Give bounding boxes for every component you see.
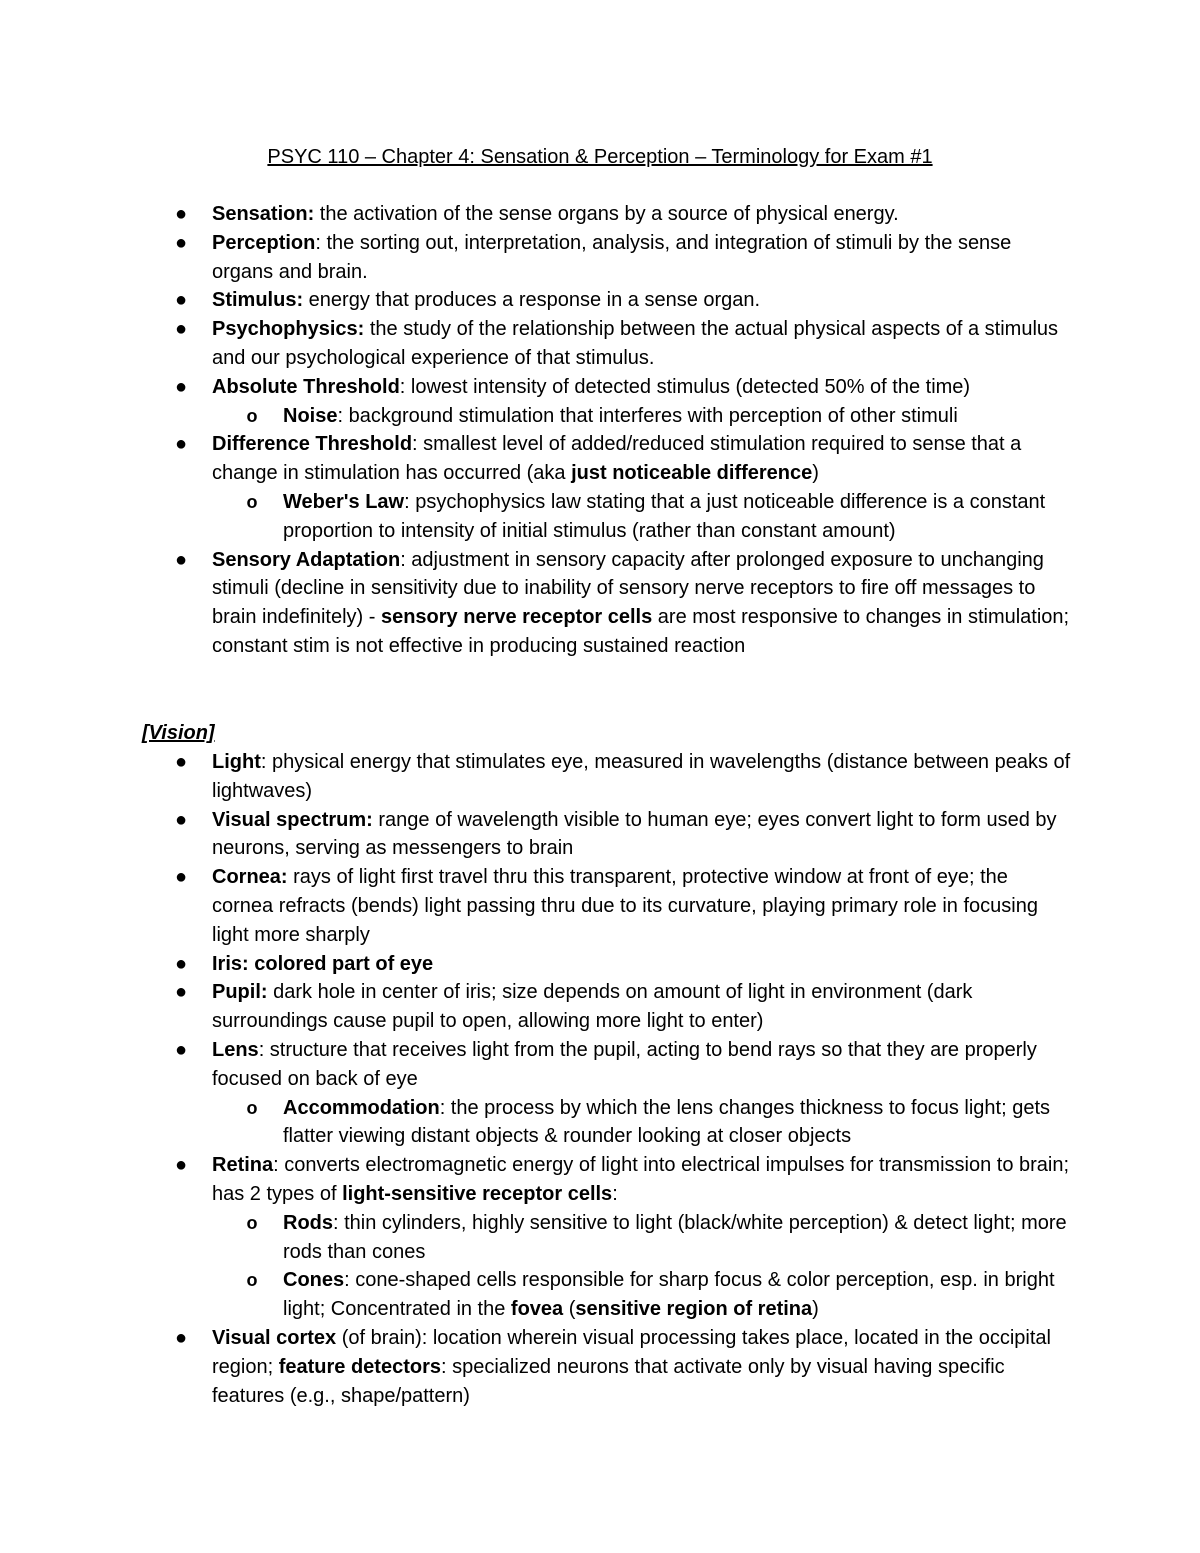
list-item: [0, 546, 1072, 661]
term-text: Psychophysics:: [212, 318, 365, 341]
definition-text: : converts electromagnetic energy of light into electrical impulses for transmission to brain; has 2 types of: [212, 1154, 1070, 1205]
bullet-icon: ●: [174, 981, 188, 1004]
document-title: PSYC 110 – Chapter 4: Sensation & Perception – Terminology for Exam #1: [267, 146, 933, 168]
definition-text: ): [812, 462, 819, 485]
list-item: [0, 748, 1072, 806]
sub-list-item: [0, 402, 1073, 431]
bullet-icon: ●: [174, 1154, 188, 1177]
term-text: Sensation:: [212, 203, 315, 225]
term-text: sensory nerve receptor cells: [380, 606, 653, 629]
definition-text: dark hole in center of iris; size depends on amount of light in environment (dark surroundings cause pupil to open, allowing more light to enter): [212, 981, 973, 1033]
definition-text: : psychophysics law stating that a just noticeable difference is a constant proportion to intensity of initial stimulus (rather than constant amount): [283, 490, 1046, 542]
term-text: just noticeable difference: [571, 462, 813, 485]
term-text: feature detectors: [278, 1355, 441, 1378]
list-item: [0, 430, 1072, 488]
bullet-icon: ●: [174, 1326, 188, 1349]
hollow-bullet-icon: o: [246, 1270, 258, 1291]
definition-text: rays of light first travel thru this transparent, protective window at front of eye; the cornea refracts (bends) light passing thru due to its curvature, playing primary role in focusing light more sharply: [212, 866, 1038, 946]
term-text: Noise: [283, 404, 338, 427]
term-text: Pupil:: [212, 981, 268, 1004]
definition-text: : thin cylinders, highly sensitive to light (black/white perception) & detect light; more rods than cones: [283, 1211, 1067, 1263]
term-text: Iris: colored part of eye: [212, 952, 434, 975]
definition-text: : structure that receives light from the pupil, acting to bend rays so that they are properly focused on back of eye: [212, 1038, 1037, 1090]
definition-text: : cone-shaped cells responsible for sharp focus & color perception, esp. in bright light; Concentrated in the: [283, 1269, 1055, 1321]
term-text: Accommodation: [283, 1096, 440, 1119]
term-text: Cornea:: [212, 866, 288, 889]
definition-text: : the process by which the lens changes thickness to focus light; gets flatter viewing distant objects & rounder looking at closer objects: [283, 1096, 1051, 1148]
bullet-icon: ●: [174, 231, 188, 254]
term-text: Absolute Threshold: [212, 375, 400, 398]
term-text: Stimulus:: [212, 289, 304, 312]
term-text: Weber's Law: [283, 490, 405, 513]
term-text: fovea: [510, 1298, 564, 1321]
hollow-bullet-icon: o: [246, 1212, 258, 1233]
list-item: [0, 978, 1072, 1036]
definition-text: : specialized neurons that activate only by visual having specific features (e.g., shape/pattern): [212, 1355, 1005, 1407]
definition-text: range of wavelength visible to human eye; eyes convert light to form used by neurons, serving as messengers to brain: [212, 808, 1057, 860]
definition-text: : background stimulation that interferes with perception of other stimuli: [337, 404, 958, 427]
list-item: [0, 950, 1072, 979]
definition-text: are most responsive to changes in stimulation; constant stim is not effective in producing sustained reaction: [212, 606, 1070, 657]
list-item: [0, 286, 1072, 315]
bullet-icon: ●: [174, 375, 188, 398]
term-text: Perception: [212, 231, 316, 254]
sub-list-item: [0, 1266, 1073, 1324]
definition-text: energy that produces a response in a sense organ.: [303, 289, 761, 312]
definition-text: (: [563, 1298, 576, 1321]
section-heading-vision: [Vision]: [142, 722, 215, 744]
definition-text: (of brain): location wherein visual processing takes place, located in the occipital region;: [212, 1326, 1051, 1378]
list-item: [0, 863, 1072, 949]
bullet-icon: ●: [174, 548, 188, 571]
terminology-list-general: [0, 200, 1200, 661]
term-text: Difference Threshold: [212, 433, 413, 456]
sub-list-item: [0, 488, 1073, 546]
hollow-bullet-icon: o: [246, 491, 258, 512]
list-item: [0, 1151, 1072, 1209]
sub-list-item: [0, 1209, 1073, 1267]
term-text: Cones: [283, 1269, 345, 1292]
definition-text: : the sorting out, interpretation, analysis, and integration of stimuli by the sense organs and brain.: [212, 231, 1012, 283]
list-item: [0, 1036, 1072, 1094]
list-item: [0, 1324, 1072, 1410]
term-text: Lens: [212, 1038, 259, 1061]
list-item: [0, 373, 1072, 402]
term-text: Retina: [212, 1154, 274, 1177]
definition-text: ): [812, 1298, 819, 1321]
list-item: [0, 200, 1072, 229]
definition-text: the activation of the sense organs by a source of physical energy.: [314, 203, 899, 225]
bullet-icon: ●: [174, 751, 188, 773]
list-item: [0, 806, 1072, 864]
definition-text: : physical energy that stimulates eye, measured in wavelengths (distance between peaks of lightwaves): [212, 751, 1071, 802]
bullet-icon: ●: [174, 808, 188, 831]
bullet-icon: ●: [174, 952, 188, 975]
definition-text: : lowest intensity of detected stimulus (detected 50% of the time): [399, 375, 971, 398]
bullet-icon: ●: [174, 289, 188, 312]
bullet-icon: ●: [174, 318, 188, 341]
term-text: Visual cortex: [212, 1326, 337, 1349]
hollow-bullet-icon: o: [246, 405, 258, 426]
definition-text: : adjustment in sensory capacity after prolonged exposure to unchanging stimuli (decline in sensitivity due to inability of sensory nerve receptors to fire off messages to brain indefinitely) -: [212, 548, 1044, 629]
hollow-bullet-icon: o: [246, 1097, 258, 1118]
definition-text: :: [612, 1182, 618, 1205]
term-text: sensitive region of retina: [575, 1298, 813, 1321]
list-item: [0, 229, 1072, 287]
definition-text: the study of the relationship between the actual physical aspects of a stimulus and our psychological experience of that stimulus.: [212, 318, 1059, 369]
definition-text: : smallest level of added/reduced stimulation required to sense that a change in stimulation has occurred (aka: [212, 433, 1022, 485]
bullet-icon: ●: [174, 433, 188, 456]
sub-list-item: [0, 1094, 1073, 1152]
list-item: [0, 315, 1072, 373]
term-text: Visual spectrum:: [212, 808, 373, 831]
terminology-list-vision: [0, 748, 1200, 1410]
bullet-icon: ●: [174, 203, 188, 225]
term-text: Light: [212, 751, 261, 773]
term-text: Sensory Adaptation: [212, 548, 401, 571]
term-text: light-sensitive receptor cells: [342, 1182, 613, 1205]
term-text: Rods: [283, 1211, 333, 1234]
bullet-icon: ●: [174, 1038, 188, 1061]
bullet-icon: ●: [174, 866, 188, 889]
